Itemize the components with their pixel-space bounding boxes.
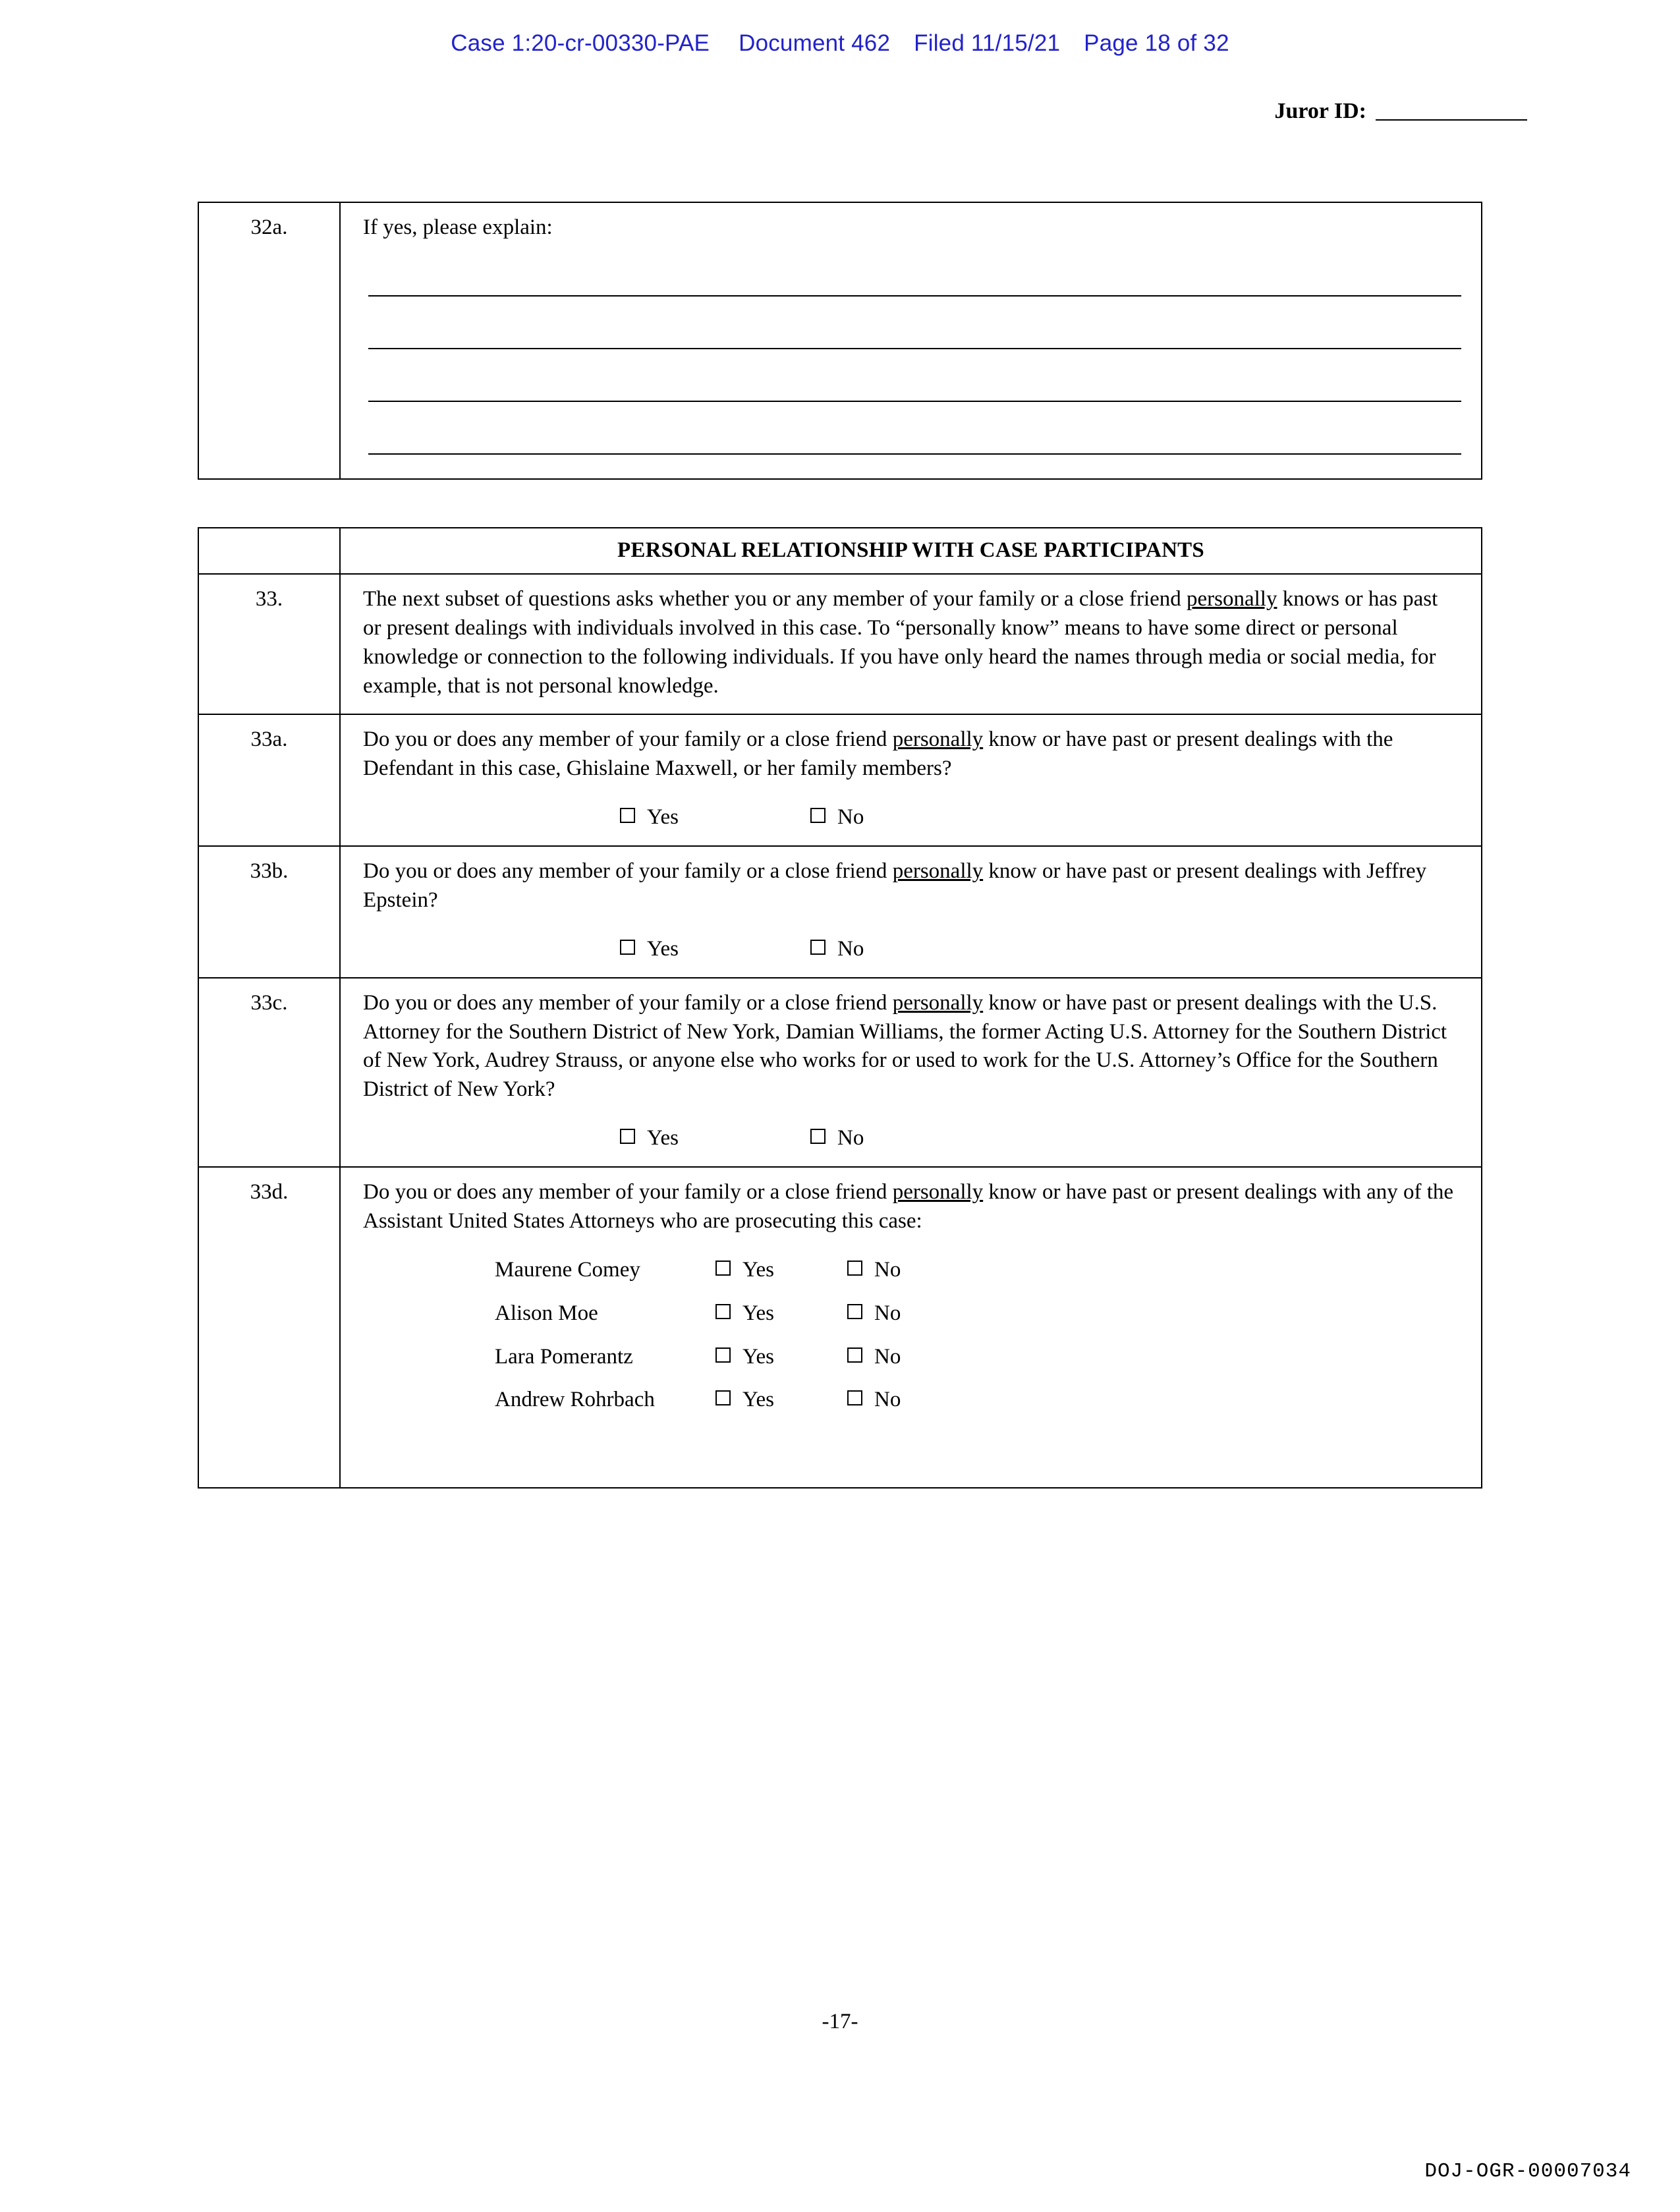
question-33d-emphasis: personally <box>892 1180 984 1204</box>
question-33b-text-1: Do you or does any member of your family or a close friend <box>363 859 893 883</box>
question-33c-emphasis: personally <box>892 990 984 1015</box>
question-33a-body <box>340 714 1482 846</box>
question-33b-number: 33b. <box>198 846 340 978</box>
answer-yes-label: Yes <box>742 1301 775 1325</box>
checkbox-icon[interactable] <box>847 1261 862 1276</box>
section-header-num-cell <box>198 528 340 574</box>
answer-yes-option[interactable] <box>620 935 679 964</box>
question-33d-body <box>340 1167 1482 1488</box>
personal-relationship-table <box>198 527 1482 1489</box>
question-32a-body <box>340 202 1482 479</box>
table-row <box>198 978 1482 1167</box>
prosecutor-name: Andrew Rohrbach <box>495 1388 655 1412</box>
answer-yes-option[interactable] <box>715 1299 847 1328</box>
ecf-header-stamp <box>0 30 1680 57</box>
checkbox-icon[interactable] <box>810 808 826 823</box>
answer-no-option[interactable] <box>847 1343 901 1372</box>
answer-no-option[interactable] <box>847 1299 901 1328</box>
question-33d-text-2: know or have past or present dealings with any of the Assistant United States Attorneys who are prosecuting this case: <box>363 1180 1454 1233</box>
bates-number: DOJ-OGR-00007034 <box>1424 2160 1631 2183</box>
prosecutor-name: Maurene Comey <box>495 1257 640 1282</box>
checkbox-icon[interactable] <box>715 1304 731 1319</box>
question-33-text-1: The next subset of questions asks whether you or any member of your family or a close friend <box>363 586 1187 611</box>
list-item <box>495 1386 1461 1415</box>
answer-yes-option[interactable] <box>715 1256 847 1285</box>
question-33b-text-2: know or have past or present dealings with Jeffrey Epstein? <box>363 859 1427 912</box>
checkbox-icon[interactable] <box>847 1304 862 1319</box>
write-in-line[interactable] <box>368 453 1461 455</box>
ecf-case-number: Case 1:20-cr-00330-PAE <box>451 30 710 56</box>
answer-yes-label: Yes <box>647 1126 679 1150</box>
checkbox-icon[interactable] <box>715 1261 731 1276</box>
answer-yes-label: Yes <box>742 1344 775 1369</box>
table-row <box>198 714 1482 846</box>
question-32a-table <box>198 202 1482 480</box>
question-33b-answers <box>363 935 1461 964</box>
question-33a-text-2: know or have past or present dealings with the Defendant in this case, Ghislaine Maxwell, or her family members? <box>363 727 1393 781</box>
checkbox-icon[interactable] <box>620 808 635 823</box>
page-number-footer: -17- <box>822 2010 858 2033</box>
prosecutor-list <box>363 1256 1461 1415</box>
answer-no-option[interactable] <box>810 935 864 964</box>
answer-no-label: No <box>837 936 864 961</box>
list-item <box>495 1299 1461 1328</box>
question-33c-body <box>340 978 1482 1167</box>
answer-no-label: No <box>837 1126 864 1150</box>
table-row <box>198 1167 1482 1488</box>
checkbox-icon[interactable] <box>715 1347 731 1363</box>
checkbox-icon[interactable] <box>847 1347 862 1363</box>
section-title: PERSONAL RELATIONSHIP WITH CASE PARTICIPANTS <box>340 528 1482 574</box>
checkbox-icon[interactable] <box>715 1390 731 1405</box>
question-33c-text-1: Do you or does any member of your family or a close friend <box>363 990 893 1015</box>
answer-yes-option[interactable] <box>715 1386 847 1415</box>
question-33a-answers <box>363 803 1461 832</box>
question-33-emphasis: personally <box>1187 586 1277 611</box>
juror-id-label: Juror ID: <box>1274 99 1366 123</box>
table-row <box>198 202 1482 479</box>
question-33-number: 33. <box>198 574 340 715</box>
question-33d-number: 33d. <box>198 1167 340 1488</box>
section-header-row <box>198 528 1482 574</box>
answer-no-label: No <box>837 805 864 830</box>
juror-id-blank[interactable] <box>1376 119 1527 121</box>
answer-no-option[interactable] <box>810 803 864 832</box>
prosecutor-name: Alison Moe <box>495 1301 598 1325</box>
checkbox-icon[interactable] <box>620 940 635 955</box>
question-32a-number: 32a. <box>198 202 340 479</box>
answer-no-option[interactable] <box>847 1386 901 1415</box>
table-row <box>198 574 1482 715</box>
checkbox-icon[interactable] <box>810 940 826 955</box>
question-33a-emphasis: personally <box>892 727 984 752</box>
answer-yes-label: Yes <box>647 936 679 961</box>
question-33-text-2: knows or has past or present dealings with individuals involved in this case. To “personally know” means to have some direct or personal knowledge or connection to the following individuals. If you have only heard the names through media or social media, for example, that is not personal knowledge. <box>363 586 1438 698</box>
answer-yes-option[interactable] <box>715 1343 847 1372</box>
answer-no-label: No <box>874 1257 901 1282</box>
question-33a-number: 33a. <box>198 714 340 846</box>
question-33-body <box>340 574 1482 715</box>
list-item <box>495 1343 1461 1372</box>
prosecutor-name: Lara Pomerantz <box>495 1344 633 1369</box>
question-33d-text-1: Do you or does any member of your family or a close friend <box>363 1180 893 1204</box>
question-33a-text-1: Do you or does any member of your family or a close friend <box>363 727 893 752</box>
answer-no-option[interactable] <box>847 1256 901 1285</box>
answer-no-option[interactable] <box>810 1124 864 1153</box>
answer-yes-option[interactable] <box>620 1124 679 1153</box>
juror-id-line <box>1275 99 1527 124</box>
answer-no-label: No <box>874 1388 901 1412</box>
question-33c-answers <box>363 1124 1461 1153</box>
question-32a-prompt: If yes, please explain: <box>363 215 553 239</box>
question-33c-text-2: know or have past or present dealings with the U.S. Attorney for the Southern District of New York, Damian Williams, the former Acting U.S. Attorney for the Southern District of New York, Audrey Strauss, or anyone else who works for or used to work for the U.S. Attorney’s Office for the Southern District of New York? <box>363 990 1447 1102</box>
question-33b-body <box>340 846 1482 978</box>
checkbox-icon[interactable] <box>810 1129 826 1144</box>
ecf-filed-date: Filed 11/15/21 <box>914 30 1061 56</box>
question-33b-emphasis: personally <box>892 859 984 883</box>
checkbox-icon[interactable] <box>847 1390 862 1405</box>
question-33c-number: 33c. <box>198 978 340 1167</box>
table-row <box>198 846 1482 978</box>
answer-no-label: No <box>874 1344 901 1369</box>
answer-yes-label: Yes <box>742 1388 775 1412</box>
answer-yes-option[interactable] <box>620 803 679 832</box>
ecf-document-number: Document 462 <box>739 30 891 56</box>
answer-yes-label: Yes <box>742 1257 775 1282</box>
answer-no-label: No <box>874 1301 901 1325</box>
ecf-page-number: Page 18 of 32 <box>1084 30 1229 56</box>
list-item <box>495 1256 1461 1285</box>
answer-yes-label: Yes <box>647 805 679 830</box>
checkbox-icon[interactable] <box>620 1129 635 1144</box>
